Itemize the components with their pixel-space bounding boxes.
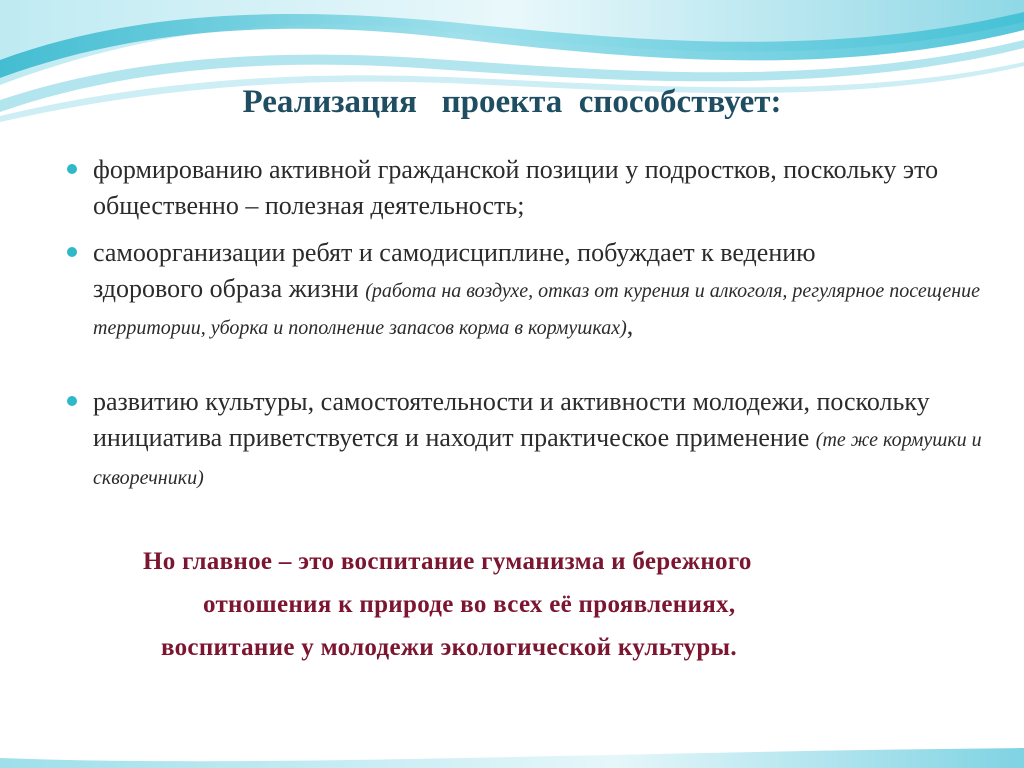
- bullet-item: [93, 152, 983, 224]
- bullet-note: (работа на воздухе, отказ от курения и алкоголя, регулярное посещение территории, уборка и пополнение запасов корма в кормушках): [93, 280, 981, 339]
- bullet-dot-icon: [67, 396, 77, 406]
- conclusion-line: Но главное – это воспитание гуманизма и бережного: [143, 548, 752, 575]
- bullet-dot-icon: [67, 164, 77, 174]
- conclusion-block: [0, 540, 1024, 669]
- bullet-text: самоорганизации ребят и самодисциплине, побуждает к ведению: [93, 238, 816, 267]
- conclusion-line: отношения к природе во всех её проявлениях,: [203, 591, 736, 618]
- bullet-text: здорового образа жизни: [93, 274, 366, 303]
- bullet-note: (те же кормушки и скворечники): [93, 429, 982, 489]
- slide-title: Реализация проекта способствует:: [242, 84, 782, 120]
- bullet-item: [93, 235, 983, 345]
- bullet-item: [93, 384, 983, 496]
- footer-wave-decoration: [0, 746, 1024, 768]
- bullet-text: формированию активной гражданской позиции у подростков, поскольку это общественно – полезная деятельность;: [93, 155, 939, 220]
- bullet-tail: ,: [626, 311, 634, 340]
- conclusion-line: воспитание у молодежи экологической культуры.: [161, 634, 737, 661]
- bullet-text: развитию культуры, самостоятельности и активности молодежи, поскольку инициатива приветствуется и находит практическое применение: [93, 387, 930, 452]
- bullet-dot-icon: [67, 247, 77, 257]
